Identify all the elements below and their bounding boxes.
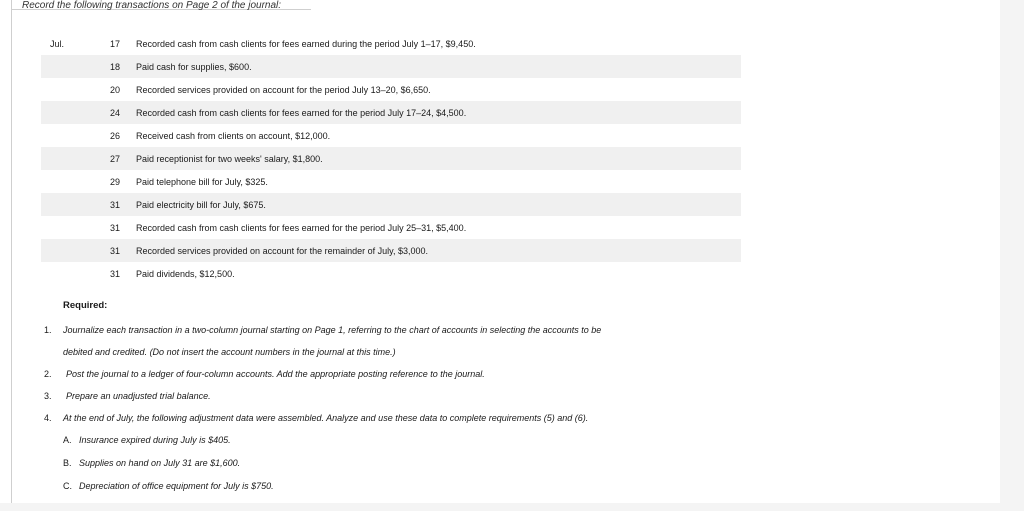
requirement-number: 3. <box>44 391 52 401</box>
transaction-day: 17 <box>94 32 136 55</box>
requirement-number: 4. <box>44 413 52 423</box>
transaction-description: Paid cash for supplies, $600. <box>136 55 741 78</box>
transactions-table <box>41 32 741 285</box>
transaction-month: Jul. <box>41 32 94 55</box>
bottom-margin <box>0 503 1024 511</box>
sub-item-text: Supplies on hand on July 31 are $1,600. <box>79 458 241 468</box>
sub-item-letter: C. <box>63 481 72 491</box>
transaction-description: Recorded cash from cash clients for fees earned for the period July 25–31, $5,400. <box>136 216 741 239</box>
transaction-description: Paid receptionist for two weeks' salary, $1,800. <box>136 147 741 170</box>
transaction-month <box>41 147 94 170</box>
instructions-heading: Record the following transactions on Page 2 of the journal: <box>22 0 282 11</box>
sub-item-letter: B. <box>63 458 72 468</box>
transaction-month <box>41 216 94 239</box>
transaction-day: 31 <box>94 216 136 239</box>
transaction-month <box>41 262 94 285</box>
transaction-day: 31 <box>94 239 136 262</box>
transaction-row <box>41 32 741 55</box>
transaction-day: 18 <box>94 55 136 78</box>
sub-item-letter: A. <box>63 435 72 445</box>
requirement-text: Post the journal to a ledger of four-column accounts. Add the appropriate posting reference to the journal. <box>66 369 485 379</box>
transaction-day: 20 <box>94 78 136 101</box>
transaction-month <box>41 78 94 101</box>
transaction-day: 29 <box>94 170 136 193</box>
transaction-description: Paid telephone bill for July, $325. <box>136 170 741 193</box>
transaction-month <box>41 124 94 147</box>
requirement-text: Prepare an unadjusted trial balance. <box>66 391 211 401</box>
transaction-day: 26 <box>94 124 136 147</box>
requirement-text: debited and credited. (Do not insert the account numbers in the journal at this time.) <box>63 347 396 357</box>
requirement-number: 2. <box>44 369 52 379</box>
transaction-description: Recorded cash from cash clients for fees earned during the period July 1–17, $9,450. <box>136 32 741 55</box>
transaction-day: 27 <box>94 147 136 170</box>
transaction-row <box>41 216 741 239</box>
transaction-row <box>41 170 741 193</box>
transaction-month <box>41 170 94 193</box>
left-border <box>11 0 12 505</box>
transaction-month <box>41 55 94 78</box>
transaction-description: Received cash from clients on account, $12,000. <box>136 124 741 147</box>
requirement-text: At the end of July, the following adjustment data were assembled. Analyze and use these data to complete requirements (5) and (6). <box>63 413 589 423</box>
transaction-month <box>41 193 94 216</box>
transaction-description: Paid electricity bill for July, $675. <box>136 193 741 216</box>
right-margin <box>1000 0 1024 511</box>
transaction-month <box>41 101 94 124</box>
requirement-number: 1. <box>44 325 52 335</box>
transaction-row <box>41 55 741 78</box>
transaction-row <box>41 239 741 262</box>
transaction-row <box>41 101 741 124</box>
required-title: Required: <box>63 300 108 311</box>
requirement-text: Journalize each transaction in a two-column journal starting on Page 1, referring to the chart of accounts in selecting the accounts to be <box>63 325 602 335</box>
transaction-row <box>41 193 741 216</box>
transaction-description: Recorded services provided on account for the period July 13–20, $6,650. <box>136 78 741 101</box>
transaction-day: 31 <box>94 262 136 285</box>
transaction-day: 24 <box>94 101 136 124</box>
transaction-row <box>41 147 741 170</box>
transaction-description: Recorded services provided on account for the remainder of July, $3,000. <box>136 239 741 262</box>
transaction-description: Paid dividends, $12,500. <box>136 262 741 285</box>
sub-item-text: Insurance expired during July is $405. <box>79 435 231 445</box>
transaction-description: Recorded cash from cash clients for fees earned for the period July 17–24, $4,500. <box>136 101 741 124</box>
sub-item-text: Depreciation of office equipment for July is $750. <box>79 481 274 491</box>
transaction-row <box>41 262 741 285</box>
transaction-row <box>41 124 741 147</box>
transaction-month <box>41 239 94 262</box>
transaction-day: 31 <box>94 193 136 216</box>
transaction-row <box>41 78 741 101</box>
